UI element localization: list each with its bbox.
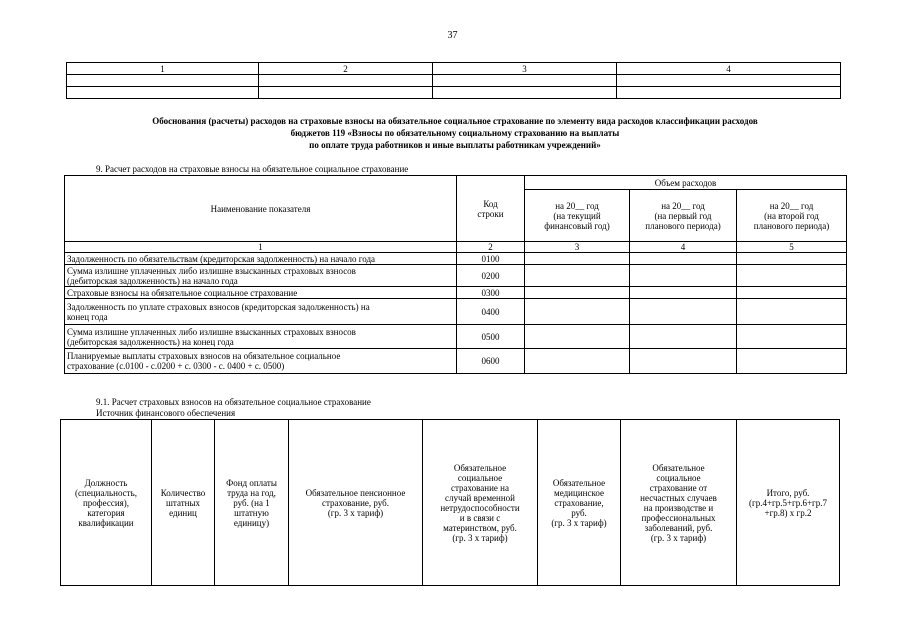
header-line: труда на год, bbox=[227, 487, 276, 498]
table-cell bbox=[630, 325, 737, 349]
header-line: Количество bbox=[160, 487, 206, 498]
row-name bbox=[65, 265, 457, 287]
table-cell bbox=[259, 75, 433, 87]
header-social-insurance bbox=[423, 420, 538, 586]
header-line: (на первый год bbox=[654, 210, 712, 221]
row-name-line: страхование (с.0100 - с.0200 + с. 0300 - с. 0400 + с. 0500) bbox=[67, 361, 285, 371]
col-year1-header bbox=[525, 190, 630, 242]
col-volume-header: Объем расходов bbox=[525, 176, 847, 190]
header-line: профессия), bbox=[82, 497, 130, 508]
header-line: (гр. 3 х тариф) bbox=[452, 532, 508, 543]
header-line: на производстве и bbox=[643, 502, 714, 513]
header-line: заболеваний, руб. bbox=[644, 522, 713, 533]
header-line: социальное bbox=[457, 472, 503, 483]
header-line: (на второй год bbox=[764, 210, 819, 221]
funding-source-label: Источник финансового обеспечения bbox=[96, 408, 236, 418]
header-line: (на текущий bbox=[553, 210, 601, 221]
top-header-cell: 4 bbox=[617, 63, 841, 75]
row-name-line: Задолженность по обязательствам (кредиторская задолженность) на начало года bbox=[67, 253, 376, 264]
top-table bbox=[66, 62, 841, 99]
header-line: (гр. 3 х тариф) bbox=[650, 532, 707, 543]
top-table-header bbox=[67, 63, 841, 75]
row-code: 0100 bbox=[457, 253, 525, 265]
header-position bbox=[61, 420, 152, 586]
header-line: страхование, руб. bbox=[321, 497, 390, 508]
row-code: 0600 bbox=[457, 349, 525, 374]
row-code: 0400 bbox=[457, 299, 525, 325]
header-line: нетрудоспособности bbox=[440, 502, 520, 513]
top-header-cell: 1 bbox=[67, 63, 259, 75]
row-code: 0300 bbox=[457, 287, 525, 299]
table-cell bbox=[525, 325, 630, 349]
table-row bbox=[65, 253, 847, 265]
header-line: единицу) bbox=[233, 517, 270, 528]
table-cell bbox=[630, 265, 737, 287]
table-cell bbox=[630, 287, 737, 299]
header-line: единиц bbox=[169, 507, 197, 518]
header-line: социальное bbox=[656, 472, 701, 483]
column-number: 1 bbox=[65, 242, 457, 253]
header-line: штатных bbox=[165, 497, 201, 508]
header-line: Фонд оплаты bbox=[226, 477, 277, 488]
header-line: страхование, bbox=[554, 497, 604, 508]
header-line: штатную bbox=[234, 507, 269, 518]
row-name bbox=[65, 287, 457, 299]
row-name bbox=[65, 299, 457, 325]
section-9-table bbox=[64, 175, 847, 374]
title-line: Обоснования (расчеты) расходов на страховые взносы на обязательное социальное страхование по элементу вида расходов классификации расходов bbox=[152, 116, 758, 126]
column-number: 3 bbox=[525, 242, 630, 253]
header-line: профессиональных bbox=[641, 512, 716, 523]
row-name bbox=[65, 325, 457, 349]
top-header-cell: 3 bbox=[433, 63, 617, 75]
page-number: 37 bbox=[447, 30, 458, 41]
table-cell bbox=[525, 265, 630, 287]
table-cell bbox=[67, 87, 259, 99]
table-cell bbox=[630, 349, 737, 374]
header-line: на 20__ год bbox=[769, 200, 814, 211]
header-line: руб. bbox=[571, 507, 587, 518]
header-line: страхование от bbox=[649, 482, 708, 493]
table-cell bbox=[737, 299, 847, 325]
table-cell bbox=[737, 325, 847, 349]
row-name-line: конец года bbox=[67, 311, 108, 322]
column-number: 2 bbox=[457, 242, 525, 253]
table-row bbox=[65, 299, 847, 325]
header-line: +гр.8) х гр.2 bbox=[764, 507, 812, 518]
header-line: Итого, руб. bbox=[766, 487, 810, 498]
table-cell bbox=[630, 253, 737, 265]
table-cell bbox=[67, 75, 259, 87]
table-header-row bbox=[61, 420, 840, 586]
header-line: Обязательное пенсионное bbox=[305, 487, 406, 498]
table-row bbox=[67, 87, 841, 99]
section-9-1-table bbox=[60, 419, 840, 586]
section-9-heading: 9. Расчет расходов на страховые взносы на обязательное социальное страхование bbox=[96, 164, 409, 174]
column-number: 4 bbox=[630, 242, 737, 253]
col-code-label: Код строки bbox=[477, 198, 504, 219]
table-header-row bbox=[65, 176, 847, 190]
table-row bbox=[65, 325, 847, 349]
row-name-line: (дебиторская задолженность) на конец года bbox=[67, 336, 234, 347]
table-cell bbox=[525, 253, 630, 265]
header-line: Должность bbox=[84, 477, 128, 488]
header-line: планового периода) bbox=[753, 220, 830, 231]
table-cell bbox=[617, 75, 841, 87]
header-line: планового периода) bbox=[645, 220, 721, 231]
header-line: страхование на bbox=[450, 482, 509, 493]
document-title bbox=[60, 115, 850, 151]
header-accident-insurance bbox=[621, 420, 737, 586]
table-cell bbox=[259, 87, 433, 99]
header-line: (гр. 3 х тариф) bbox=[551, 517, 607, 528]
top-header-cell: 2 bbox=[259, 63, 433, 75]
header-total bbox=[737, 420, 840, 586]
table-cell bbox=[737, 349, 847, 374]
table-row bbox=[65, 349, 847, 374]
header-line: на 20__ год bbox=[661, 200, 705, 211]
row-name bbox=[65, 349, 457, 374]
header-line: Обязательное bbox=[652, 462, 705, 473]
row-name-line: Сумма излишне уплаченных либо излишне взысканных страховых взносов bbox=[67, 326, 356, 337]
header-line: материнством, руб. bbox=[443, 522, 517, 533]
col-year2-header bbox=[630, 190, 737, 242]
header-line: несчастных случаев bbox=[640, 492, 717, 503]
header-line: (гр.4+гр.5+гр.6+гр.7 bbox=[749, 497, 827, 508]
table-row bbox=[65, 265, 847, 287]
header-line: (специальность, bbox=[75, 487, 137, 498]
header-line: Обязательное bbox=[453, 462, 507, 473]
table-cell bbox=[737, 265, 847, 287]
header-staff-count bbox=[152, 420, 215, 586]
row-name-line: Сумма излишне уплаченных либо излишне взысканных страховых взносов bbox=[67, 265, 356, 276]
table-cell bbox=[617, 87, 841, 99]
row-name-line: (дебиторская задолженность) на начало года bbox=[67, 275, 238, 286]
header-pension-insurance bbox=[289, 420, 423, 586]
table-row bbox=[67, 75, 841, 87]
header-line: и в связи с bbox=[459, 512, 501, 523]
header-line: квалификации bbox=[78, 517, 134, 528]
title-line: по оплате труда работников и иные выплаты работникам учреждений» bbox=[309, 140, 601, 150]
header-payroll-fund bbox=[215, 420, 289, 586]
header-line: медицинское bbox=[554, 487, 604, 498]
table-cell bbox=[433, 75, 617, 87]
table-cell bbox=[525, 299, 630, 325]
column-number-row bbox=[65, 242, 847, 253]
row-code: 0200 bbox=[457, 265, 525, 287]
table-cell bbox=[525, 287, 630, 299]
header-line: случай временной bbox=[445, 492, 515, 503]
row-name bbox=[65, 253, 457, 265]
table-cell bbox=[433, 87, 617, 99]
header-line: (гр. 3 х тариф) bbox=[327, 507, 384, 518]
header-line: на 20__ год bbox=[555, 200, 599, 211]
table-row bbox=[65, 287, 847, 299]
row-name-line: Задолженность по уплате страховых взносов (кредиторская задолженность) на bbox=[67, 301, 370, 312]
col-year3-header bbox=[737, 190, 847, 242]
row-code: 0500 bbox=[457, 325, 525, 349]
table-cell bbox=[630, 299, 737, 325]
row-name-line: Планируемые выплаты страховых взносов на обязательное социальное bbox=[67, 351, 341, 361]
table-cell bbox=[737, 253, 847, 265]
title-line: бюджетов 119 «Взносы по обязательному социальному страхованию на выплаты bbox=[290, 128, 620, 138]
row-name-line: Страховые взносы на обязательное социальное страхование bbox=[67, 287, 298, 298]
header-line: финансовый год) bbox=[544, 220, 610, 231]
header-line: категория bbox=[87, 507, 125, 518]
table-cell bbox=[525, 349, 630, 374]
col-code-header bbox=[457, 176, 525, 242]
header-line: Обязательное bbox=[552, 477, 606, 488]
col-name-header: Наименование показателя bbox=[65, 176, 457, 242]
header-medical-insurance bbox=[538, 420, 621, 586]
header-line: руб. (на 1 bbox=[233, 497, 270, 508]
section-9-1-heading: 9.1. Расчет страховых взносов на обязательное социальное страхование bbox=[96, 397, 371, 407]
table-cell bbox=[737, 287, 847, 299]
column-number: 5 bbox=[737, 242, 847, 253]
